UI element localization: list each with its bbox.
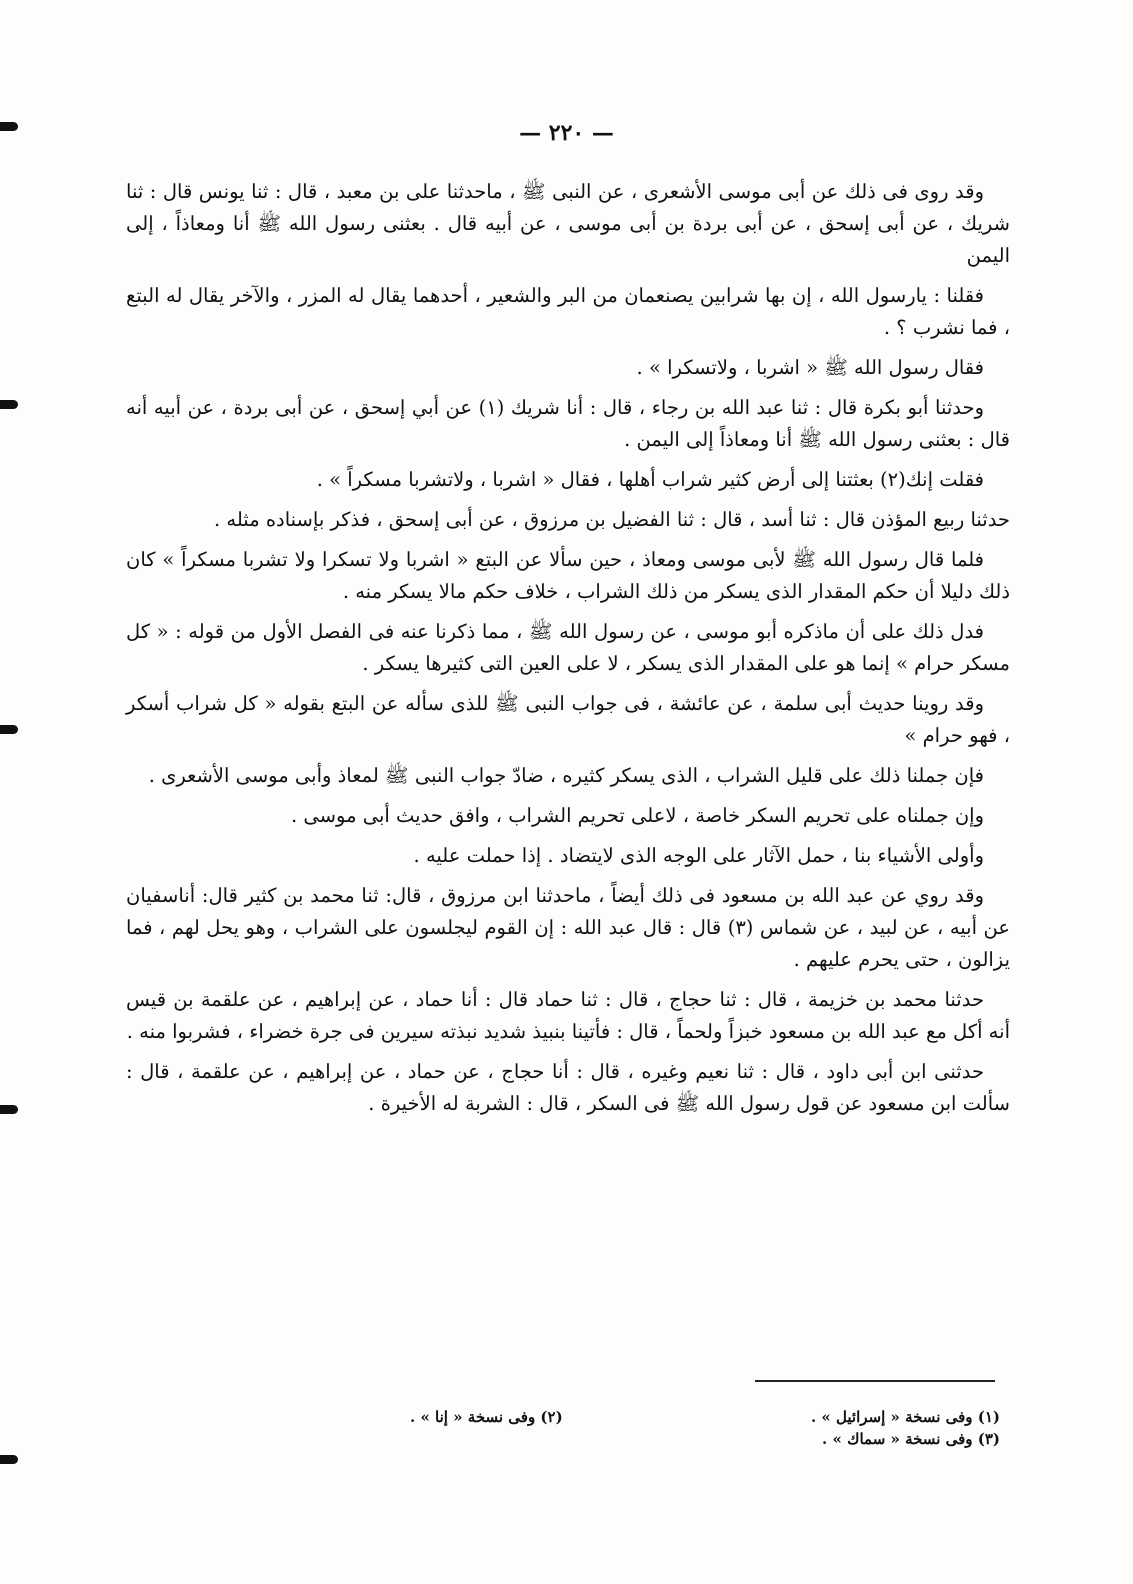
page-number: — ٢٢٠ — — [519, 120, 614, 146]
paragraph: فقلنا : يارسول الله ، إن بها شرابين يصنعمان من البر والشعير ، أحدهما يقال له المزر ، والآخر يقال له البتع ، فما نشرب ؟ . — [126, 284, 1010, 339]
paragraph: حدثنا ربيع المؤذن قال : ثنا أسد ، قال : ثنا الفضيل بن مرزوق ، عن أبى إسحق ، فذكر بإسناده مثله . — [214, 508, 1010, 531]
footnote-3: (٣) وفى نسخة « سماك » . — [822, 1430, 1000, 1448]
footnote-row — [380, 1428, 1000, 1450]
paragraph: وأولى الأشياء بنا ، حمل الآثار على الوجه الذى لايتضاد . إذا حملت عليه . — [413, 844, 984, 867]
paragraph: حدثنا محمد بن خزيمة ، قال : ثنا حجاج ، قال : ثنا حماد قال : أنا حماد ، عن إبراهيم ، عن علقمة بن قيس أنه أكل مع عبد الله بن مسعود خبزاً ولحماً ، قال : فأتينا بنبيذ شديد نبذته سيرين فى جرة خضراء ، فشربوا منه . — [126, 988, 1010, 1043]
footnote-row — [380, 1406, 1000, 1428]
paragraph: وقد روينا حديث أبى سلمة ، عن عائشة ، فى جواب النبى ﷺ للذى سأله عن البتع بقوله « كل شراب أسكر ، فهو حرام » — [126, 692, 1010, 747]
footnotes — [380, 1406, 1000, 1450]
margin-mark — [0, 725, 18, 734]
footnote-divider — [755, 1380, 995, 1382]
footnote-1: (١) وفى نسخة « إسرائيل » . — [810, 1408, 1000, 1426]
paragraph: وإن جملناه على تحريم السكر خاصة ، لاعلى تحريم الشراب ، وافق حديث أبى موسى . — [291, 804, 984, 827]
margin-mark — [0, 1105, 18, 1114]
paragraph: حدثنى ابن أبى داود ، قال : ثنا نعيم وغيره ، قال : أنا حجاج ، عن حماد ، عن إبراهيم ، عن علقمة ، قال : سألت ابن مسعود عن قول رسول الله ﷺ فى السكر ، قال : الشربة له الأخيرة . — [126, 1060, 1010, 1115]
paragraph: فقلت إنك(٢) بعثتنا إلى أرض كثير شراب أهلها ، فقال « اشربا ، ولاتشربا مسكراً » . — [316, 468, 984, 491]
paragraph: فإن جملنا ذلك على قليل الشراب ، الذى يسكر كثيره ، ضادّ جواب النبى ﷺ لمعاذ وأبى موسى الأشعرى . — [148, 764, 984, 787]
main-text — [126, 176, 1010, 1128]
margin-mark — [0, 1455, 18, 1464]
paragraph: فدل ذلك على أن ماذكره أبو موسى ، عن رسول الله ﷺ ، مما ذكرنا عنه فى الفصل الأول من قوله : « كل مسكر حرام » إنما هو على المقدار الذى يسكر ، لا على العين التى كثيرها يسكر . — [126, 620, 1010, 675]
footnote-2: (٢) وفى نسخة « إنا » . — [410, 1408, 563, 1426]
paragraph: فلما قال رسول الله ﷺ لأبى موسى ومعاذ ، حين سألا عن البتع « اشربا ولا تسكرا ولا تشربا مسكراً » كان ذلك دليلا أن حكم المقدار الذى يسكر من ذلك الشراب ، خلاف حكم مالا يسكر منه . — [126, 548, 1010, 603]
paragraph: وقد روى فى ذلك عن أبى موسى الأشعرى ، عن النبى ﷺ ، ماحدثنا على بن معبد ، قال : ثنا يونس قال : ثنا شريك ، عن أبى إسحق ، عن أبى بردة بن أبى موسى ، عن أبيه قال . بعثنى رسول الله ﷺ أنا ومعاذاً ، إلى اليمن — [126, 180, 1010, 267]
margin-mark — [0, 400, 18, 409]
paragraph: وقد روي عن عبد الله بن مسعود فى ذلك أيضاً ، ماحدثنا ابن مرزوق ، قال: ثنا محمد بن كثير قال: أناسفيان عن أبيه ، عن لبيد ، عن شماس (٣) قال : قال عبد الله : إن القوم ليجلسون على الشراب ، وهو يحل لهم ، فما يزالون ، حتى يحرم عليهم . — [126, 884, 1010, 971]
paragraph: فقال رسول الله ﷺ « اشربا ، ولاتسكرا » . — [636, 356, 984, 379]
paragraph: وحدثنا أبو بكرة قال : ثنا عبد الله بن رجاء ، قال : أنا شريك (١) عن أبي إسحق ، عن أبى بردة ، عن أبيه أنه قال : بعثنى رسول الله ﷺ أنا ومعاذاً إلى اليمن . — [126, 396, 1010, 451]
